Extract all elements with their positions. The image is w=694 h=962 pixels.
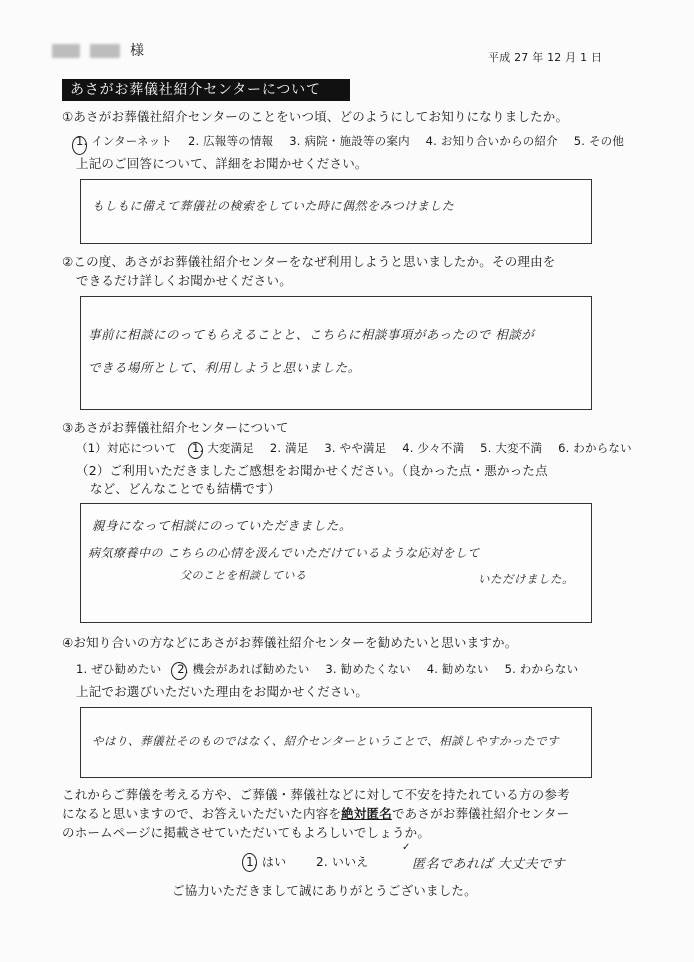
q4-option-2: 2. 機会があれば勧めたい xyxy=(177,662,310,676)
q2-answer-line2: できる場所として、利用しようと思いました。 xyxy=(88,360,361,375)
consent-yes: 1. はい xyxy=(246,855,287,869)
redacted-name-part1 xyxy=(52,44,80,58)
consent-line2-pre: になると思いますので、お答えいただいた内容を xyxy=(62,806,342,821)
q1-option-1: 1. インターネット xyxy=(76,134,173,148)
q3-answer-line3: いただけました。 xyxy=(478,572,574,586)
q1-followup: 上記のご回答について、詳細をお聞かせください。 xyxy=(76,156,368,171)
q1-question: ①あさがお葬儀社紹介センターのことをいつ頃、どのようにしてお知りになりましたか。 xyxy=(62,109,569,124)
consent-emphasis: 絶対匿名 xyxy=(341,806,392,821)
q3-option-1: 1. 大変満足 xyxy=(192,441,255,455)
q4-answer: やはり、葬儀社そのものではなく、紹介センターということで、相談しやすかったです xyxy=(92,734,560,748)
q3-answer-line1: 親身になって相談にのっていただきました。 xyxy=(92,518,352,533)
q1-options xyxy=(76,133,636,150)
consent-line1: これからご葬儀を考える方や、ご葬儀・葬儀社などに対して不安を持たれている方の参考 xyxy=(62,787,570,802)
q3-sub2-line2: など、どんなことでも結構です） xyxy=(90,481,281,496)
check-mark-icon: ✓ xyxy=(402,842,411,853)
consent-line2 xyxy=(62,805,569,823)
q3-option-2: 2. 満足 xyxy=(269,441,309,455)
q3-sub2-line1: （2）ご利用いただきましたご感想をお聞かせください。（良かった点・悪かった点 xyxy=(76,463,548,478)
q3-answer-line2: 病気療養中の こちらの心情を汲んでいただけているような応対をして xyxy=(88,546,480,560)
page-title: あさがお葬儀社紹介センターについて xyxy=(62,79,350,101)
redacted-name-part2 xyxy=(90,44,120,58)
honorific: 様 xyxy=(130,43,145,59)
q3-option-4: 4. 少々不満 xyxy=(402,441,465,455)
q3-sub1-label: （1）対応について xyxy=(76,441,177,455)
q4-option-3: 3. 勧めたくない xyxy=(325,662,411,676)
q4-question: ④お知り合いの方などにあさがお葬儀社紹介センターを勧めたいと思いますか。 xyxy=(62,635,518,650)
q2-answer-box xyxy=(80,296,592,410)
q1-answer: もしもに備えて葬儀社の検索をしていた時に偶然をみつけました xyxy=(92,199,455,213)
closing-message: ご協力いただきまして誠にありがとうございました。 xyxy=(172,883,477,898)
consent-no: 2. いいえ xyxy=(316,855,369,869)
q4-option-1: 1. ぜひ勧めたい xyxy=(76,662,162,676)
q3-question: ③あさがお葬儀社紹介センターについて xyxy=(62,420,289,435)
q3-sub1-options xyxy=(192,440,644,457)
consent-line3: のホームページに掲載させていただいてもよろしいでしょうか。 xyxy=(62,825,431,840)
q2-question-line1: ②この度、あさがお葬儀社紹介センターをなぜ利用しようと思いましたか。その理由を xyxy=(62,254,556,269)
date: 平成 27 年 12 月 1 日 xyxy=(488,51,603,64)
q4-option-4: 4. 勧めない xyxy=(426,662,489,676)
q4-option-5: 5. わからない xyxy=(504,662,579,676)
consent-line2-post: であさがお葬儀社紹介センター xyxy=(391,806,570,821)
consent-note: 匿名であれば 大丈夫です xyxy=(412,857,566,872)
q3-option-3: 3. やや満足 xyxy=(324,441,387,455)
q2-answer-line1: 事前に相談にのってもらえることと、こちらに相談事項があったので 相談が xyxy=(88,327,535,342)
q2-question-line2: できるだけ詳しくお聞かせください。 xyxy=(76,273,292,288)
q4-followup: 上記でお選びいただいた理由をお聞かせください。 xyxy=(76,684,369,699)
q1-option-5: 5. その他 xyxy=(573,134,625,148)
q3-option-5: 5. 大変不満 xyxy=(480,441,543,455)
consent-selection-circle xyxy=(242,853,257,872)
q3-selection-circle xyxy=(188,442,203,459)
q1-option-4: 4. お知り合いからの紹介 xyxy=(425,134,558,148)
q1-option-3: 3. 病院・施設等の案内 xyxy=(289,134,410,148)
q4-options xyxy=(76,661,590,678)
q3-option-6: 6. わからない xyxy=(558,441,632,455)
q1-selection-circle xyxy=(72,136,87,155)
q4-selection-circle xyxy=(171,662,187,680)
q3-answer-insert: 父のことを相談している xyxy=(180,569,307,582)
q1-option-2: 2. 広報等の情報 xyxy=(187,134,274,148)
